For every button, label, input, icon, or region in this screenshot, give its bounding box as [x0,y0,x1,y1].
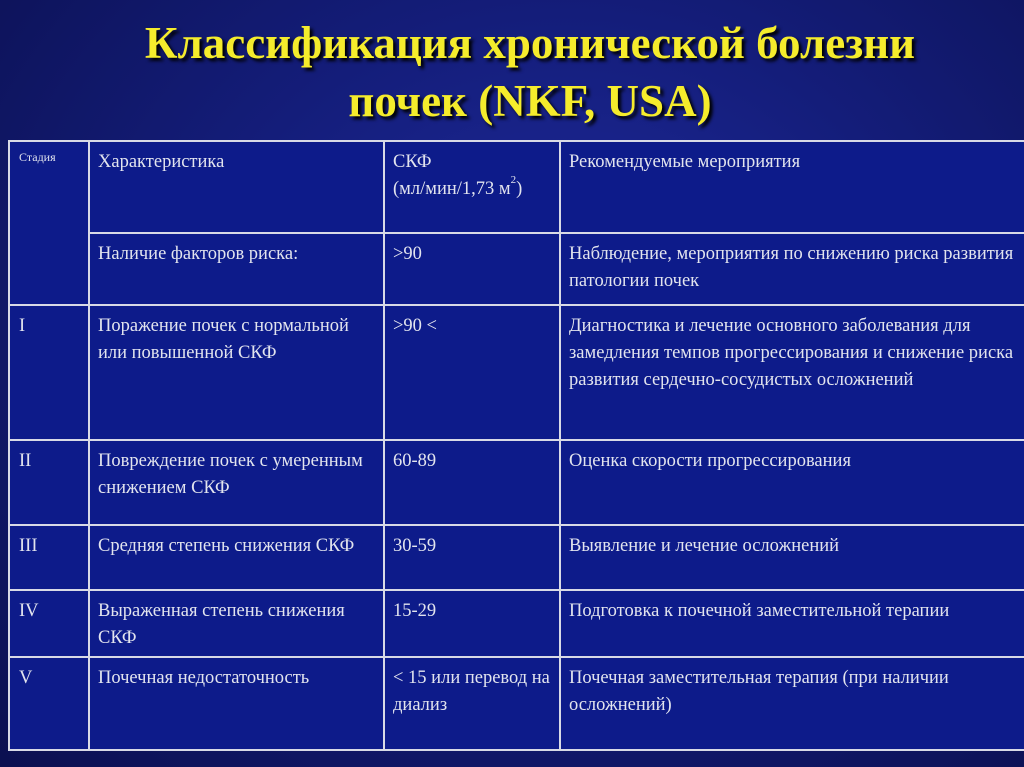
table-row [9,657,1024,750]
cell-measures: Наблюдение, мероприятия по снижению риска развития патологии почек [560,233,1024,305]
table-row [9,141,1024,233]
header-gfr-unit-sup: 2 [510,173,517,186]
cell-gfr: >90 [384,233,560,305]
header-gfr [384,141,560,233]
cell-characteristic: Поражение почек с нормальной или повышенной СКФ [89,305,384,440]
header-characteristic: Характеристика [89,141,384,233]
table-row [9,440,1024,525]
cell-stage: V [9,657,89,750]
ckd-classification-table [8,140,1024,751]
cell-characteristic: Повреждение почек с умеренным снижением СКФ [89,440,384,525]
header-gfr-unit [393,173,551,203]
header-stage: Стадия [9,141,89,305]
cell-characteristic: Почечная недостаточность [89,657,384,750]
cell-characteristic: Выраженная степень снижения СКФ [89,590,384,657]
table-row [9,525,1024,590]
cell-gfr: >90 < [384,305,560,440]
header-measures: Рекомендуемые мероприятия [560,141,1024,233]
cell-characteristic: Средняя степень снижения СКФ [89,525,384,590]
slide-title-line-1: Классификация хронической болезни [144,18,916,68]
header-gfr-unit-text: (мл/мин/1,73 м [393,179,511,199]
cell-gfr: 30-59 [384,525,560,590]
cell-measures: Диагностика и лечение основного заболевания для замедления темпов прогрессирования и снижение риска развития сердечно-сосудистых осложнений [560,305,1024,440]
header-gfr-unit-close: ) [516,179,523,199]
cell-gfr: < 15 или перевод на диализ [384,657,560,750]
cell-characteristic: Наличие факторов риска: [89,233,384,305]
table-row [9,590,1024,657]
table-row [9,305,1024,440]
cell-measures: Подготовка к почечной заместительной терапии [560,590,1024,657]
cell-gfr: 60-89 [384,440,560,525]
cell-stage: II [9,440,89,525]
cell-stage: III [9,525,89,590]
cell-gfr: 15-29 [384,590,560,657]
slide-title [60,14,1000,130]
cell-stage: IV [9,590,89,657]
header-gfr-label: СКФ [393,152,432,172]
cell-measures: Почечная заместительная терапия (при наличии осложнений) [560,657,1024,750]
cell-stage: I [9,305,89,440]
slide-title-line-2: почек (NKF, USA) [348,76,712,126]
cell-measures: Оценка скорости прогрессирования [560,440,1024,525]
table-row [9,233,1024,305]
cell-measures: Выявление и лечение осложнений [560,525,1024,590]
